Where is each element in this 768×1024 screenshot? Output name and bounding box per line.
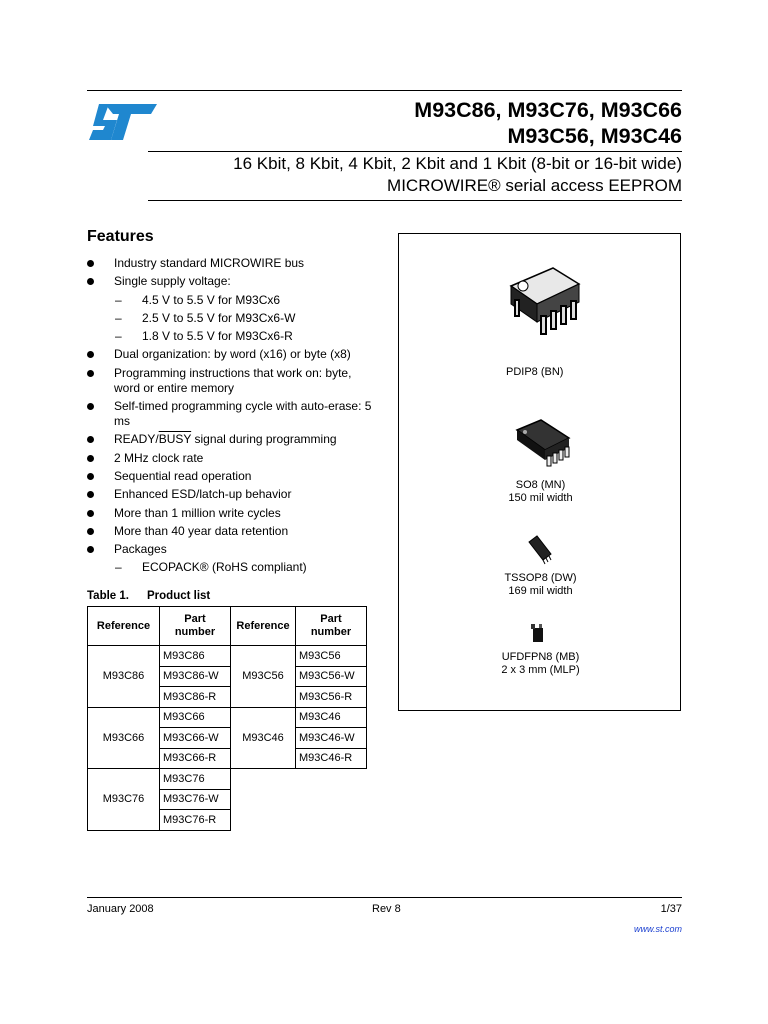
footer-rule xyxy=(87,897,682,898)
part-number-cell: M93C56 xyxy=(296,646,367,667)
bullet-icon xyxy=(87,546,94,553)
package-box xyxy=(398,233,681,711)
bullet-icon xyxy=(87,403,94,410)
part-number-cell: M93C66-W xyxy=(160,728,231,749)
part-number-cell: M93C46-W xyxy=(296,728,367,749)
page-title-line1: M93C86, M93C76, M93C66 xyxy=(414,98,682,122)
tssop8-label: TSSOP8 (DW) xyxy=(504,572,577,584)
footer-revision: Rev 8 xyxy=(372,903,401,915)
part-number-cell: M93C56-W xyxy=(296,666,367,687)
reference-cell: M93C76 xyxy=(88,769,160,831)
column-header: Part number xyxy=(160,607,231,646)
list-subitem: – 4.5 V to 5.5 V for M93Cx6 xyxy=(115,292,281,307)
bullet-icon xyxy=(87,455,94,462)
part-number-cell: M93C56-R xyxy=(296,687,367,708)
part-number-cell: M93C76-R xyxy=(160,810,231,831)
page-title-line2: M93C56, M93C46 xyxy=(507,124,682,148)
features-heading: Features xyxy=(87,228,154,245)
part-number-cell: M93C86 xyxy=(160,646,231,667)
so8-width-label: 150 mil width xyxy=(508,492,573,504)
part-number-cell: M93C46 xyxy=(296,707,367,728)
table-row xyxy=(88,646,367,667)
reference-cell: M93C86 xyxy=(88,646,160,708)
footer-page-number: 1/37 xyxy=(660,903,682,915)
list-item: Self-timed programming cycle with auto-erase: 5 ms xyxy=(87,399,377,429)
list-item: Dual organization: by word (x16) or byte (x8) xyxy=(87,347,377,362)
list-item: Packages xyxy=(87,542,377,557)
part-number-cell: M93C66-R xyxy=(160,748,231,769)
list-subitem: – 1.8 V to 5.5 V for M93Cx6-R xyxy=(115,329,293,344)
reference-cell: M93C46 xyxy=(231,707,296,769)
bullet-icon xyxy=(87,473,94,480)
st-logo-icon xyxy=(87,100,159,144)
part-number-cell: M93C76 xyxy=(160,769,231,790)
table-header-row xyxy=(88,607,367,646)
column-header: Reference xyxy=(88,607,160,646)
tssop8-package-icon xyxy=(525,534,555,566)
subtitle-rule xyxy=(148,200,682,201)
pdip8-label: PDIP8 (BN) xyxy=(506,366,564,378)
bullet-icon xyxy=(87,510,94,517)
bullet-icon xyxy=(87,351,94,358)
table-caption xyxy=(87,590,210,602)
list-item: Enhanced ESD/latch-up behavior xyxy=(87,487,377,502)
column-header: Reference xyxy=(231,607,296,646)
product-table xyxy=(87,606,367,831)
list-item: READY/BUSY signal during programming xyxy=(87,432,377,447)
part-number-cell: M93C46-R xyxy=(296,748,367,769)
list-item: Sequential read operation xyxy=(87,469,377,484)
list-item: More than 1 million write cycles xyxy=(87,506,377,521)
bullet-icon xyxy=(87,436,94,443)
bullet-icon xyxy=(87,260,94,267)
bullet-icon xyxy=(87,278,94,285)
bullet-icon xyxy=(87,491,94,498)
ufdfpn8-label: UFDFPN8 (MB) xyxy=(501,651,580,663)
ufdfpn8-package-icon xyxy=(529,622,547,644)
list-item: Industry standard MICROWIRE bus xyxy=(87,256,377,271)
list-item: 2 MHz clock rate xyxy=(87,451,377,466)
ufdfpn8-size-label: 2 x 3 mm (MLP) xyxy=(501,664,580,676)
list-subitem: – 2.5 V to 5.5 V for M93Cx6-W xyxy=(115,310,296,325)
features-list xyxy=(87,256,377,579)
list-item: More than 40 year data retention xyxy=(87,524,377,539)
list-item: Single supply voltage: xyxy=(87,274,377,289)
table-title: Product list xyxy=(147,590,211,602)
table-number: Table 1. xyxy=(87,590,129,602)
list-item: Programming instructions that work on: byte, word or entire memory xyxy=(87,366,377,396)
title-rule xyxy=(148,151,682,152)
subtitle-line1: 16 Kbit, 8 Kbit, 4 Kbit, 2 Kbit and 1 Kbit (8-bit or 16-bit wide) xyxy=(233,154,682,173)
footer-url-link[interactable]: www.st.com xyxy=(633,924,682,934)
pdip8-package-icon xyxy=(503,264,583,336)
so8-package-icon xyxy=(513,418,573,468)
list-subitem: – ECOPACK® (RoHS compliant) xyxy=(115,560,307,575)
part-number-cell: M93C86-W xyxy=(160,666,231,687)
part-number-cell: M93C76-W xyxy=(160,789,231,810)
reference-cell: M93C56 xyxy=(231,646,296,708)
part-number-cell: M93C66 xyxy=(160,707,231,728)
so8-label: SO8 (MN) xyxy=(515,479,566,491)
top-rule xyxy=(87,90,682,91)
tssop8-width-label: 169 mil width xyxy=(508,585,573,597)
column-header: Part number xyxy=(296,607,367,646)
table-row xyxy=(88,769,367,790)
table-row xyxy=(88,707,367,728)
footer-date: January 2008 xyxy=(87,903,154,915)
subtitle-line2: MICROWIRE® serial access EEPROM xyxy=(387,176,682,195)
reference-cell: M93C66 xyxy=(88,707,160,769)
part-number-cell: M93C86-R xyxy=(160,687,231,708)
empty-cell xyxy=(231,769,367,831)
bullet-icon xyxy=(87,528,94,535)
bullet-icon xyxy=(87,370,94,377)
